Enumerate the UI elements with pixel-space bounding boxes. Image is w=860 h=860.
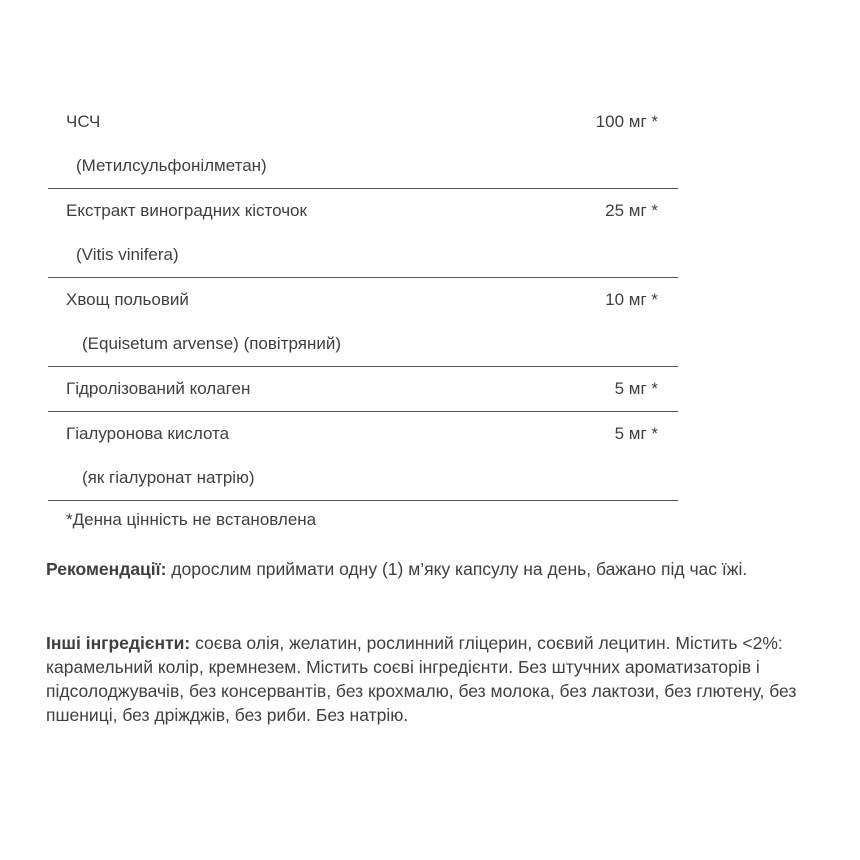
ingredient-name: Гідролізований колаген (66, 379, 251, 398)
ingredient-sub-line (48, 322, 678, 366)
ingredient-row-grape-seed (48, 189, 678, 278)
ingredient-line (48, 189, 678, 233)
ingredient-subtitle: (Equisetum arvense) (повітряний) (82, 334, 341, 353)
ingredient-line (48, 100, 678, 144)
other-ingredients-text: соєва олія, желатин, рослинний гліцерин, соєвий лецитин. Містить <2%: карамельний колір, кремнезем. Містить соєві інгредієнти. Без штучних ароматизаторів і підсолоджувачів, без консервантів, без крохмалю, без молока, без лактози, без глютену, без пшениці, без дріжджів, без риби. Без натрію. (46, 633, 797, 725)
ingredient-sub-line (48, 233, 678, 277)
ingredients-table (48, 100, 678, 501)
ingredient-row-horsetail (48, 278, 678, 367)
daily-value-footnote: *Денна цінність не встановлена (66, 510, 317, 529)
other-ingredients-paragraph (46, 631, 836, 727)
ingredient-subtitle: (Vitis vinifera) (76, 245, 179, 264)
ingredient-name: Екстракт виноградних кісточок (66, 201, 307, 220)
ingredient-line (48, 278, 678, 322)
ingredient-row-hyaluronic-acid (48, 412, 678, 501)
ingredient-sub-line (48, 456, 678, 500)
recommendations-paragraph (46, 557, 836, 581)
ingredient-amount: 5 мг * (614, 424, 658, 443)
ingredient-row-msm (48, 100, 678, 189)
other-ingredients-label: Інші інгредієнти: (46, 633, 191, 653)
ingredient-line (48, 412, 678, 456)
ingredient-amount: 10 мг * (605, 290, 658, 309)
ingredient-amount: 100 мг * (595, 112, 658, 131)
recommendations-label: Рекомендації: (46, 559, 167, 579)
ingredient-sub-line (48, 144, 678, 188)
ingredient-row-collagen (48, 367, 678, 412)
ingredient-amount: 5 мг * (614, 379, 658, 398)
recommendations-text: дорослим приймати одну (1) м’яку капсулу на день, бажано під час їжі. (166, 559, 748, 579)
ingredient-subtitle: (як гіалуронат натрію) (82, 468, 255, 487)
ingredient-line (48, 367, 678, 411)
ingredient-name: Гіалуронова кислота (66, 424, 230, 443)
ingredient-subtitle: (Метилсульфонілметан) (76, 156, 267, 175)
ingredient-name: Хвощ польовий (66, 290, 189, 309)
ingredient-amount: 25 мг * (605, 201, 658, 220)
ingredient-name: ЧСЧ (66, 112, 101, 131)
